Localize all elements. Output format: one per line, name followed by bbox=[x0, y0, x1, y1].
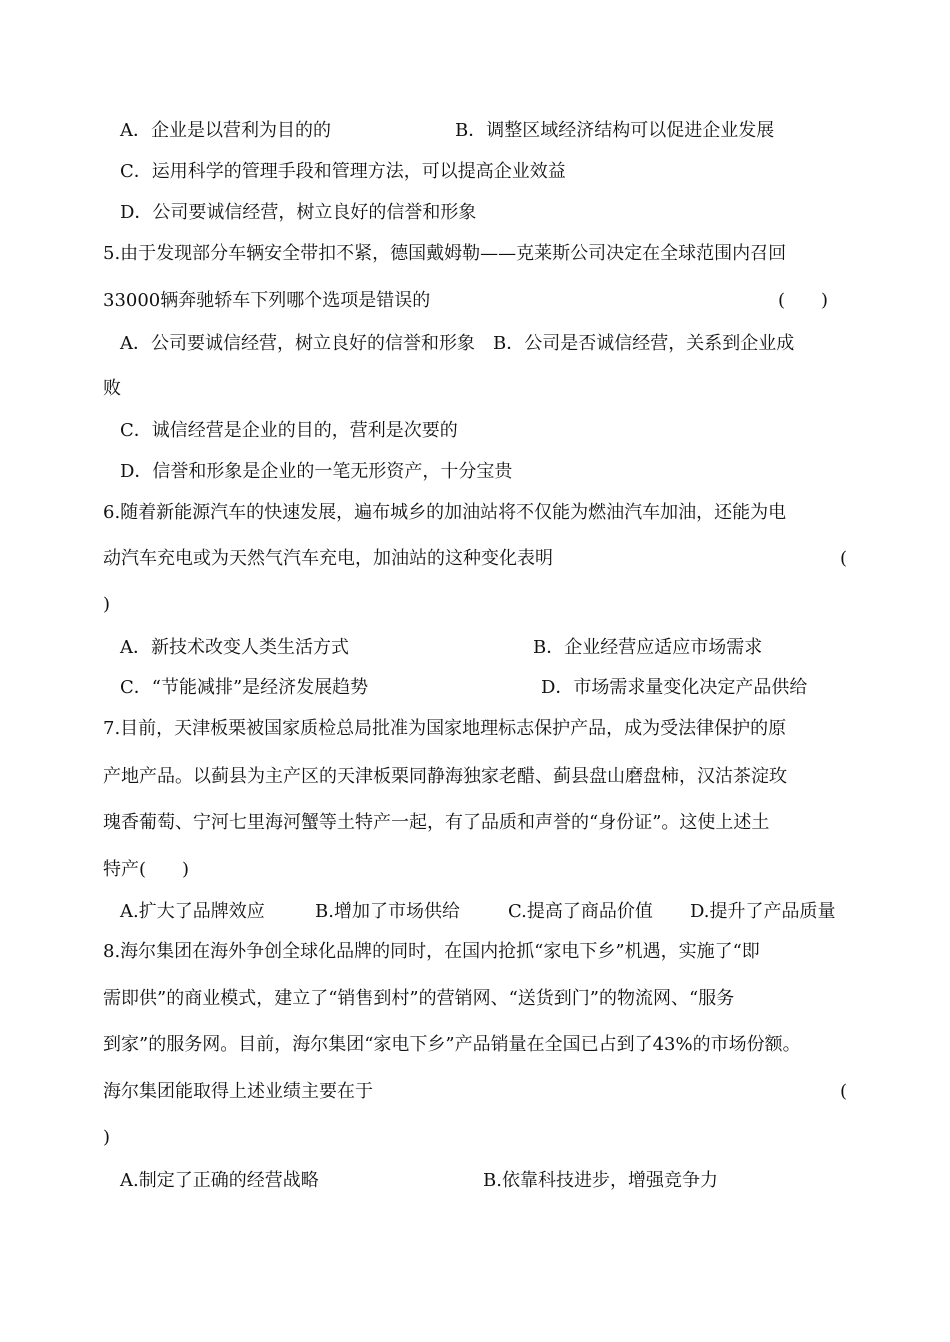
q7-option-a: A.扩大了品牌效应 bbox=[120, 901, 265, 922]
q5-stem-line-2: 33000辆奔驰轿车下列哪个选项是错误的 bbox=[103, 290, 431, 311]
q7-option-b: B.增加了市场供给 bbox=[315, 901, 460, 922]
q7-stem-line-1: 7.目前，天津板栗被国家质检总局批准为国家地理标志保护产品，成为受法律保护的原 bbox=[103, 718, 787, 739]
q8-stem-line-2: 需即供”的商业模式，建立了“销售到村”的营销网、“送货到门”的物流网、“服务 bbox=[103, 988, 735, 1009]
q6-option-b: B．企业经营应适应市场需求 bbox=[533, 637, 763, 658]
q7-option-d: D.提升了产品质量 bbox=[690, 901, 836, 922]
q6-option-d: D．市场需求量变化决定产品供给 bbox=[541, 677, 808, 698]
q8-stem-line-1: 8.海尔集团在海外争创全球化品牌的同时，在国内抢抓“家电下乡”机遇，实施了“即 bbox=[103, 941, 760, 962]
q5-option-b-continued: 败 bbox=[103, 378, 121, 399]
q4-option-a: A．企业是以营利为目的的 bbox=[120, 120, 331, 141]
q4-option-d: D．公司要诚信经营，树立良好的信誉和形象 bbox=[120, 202, 477, 223]
q6-stem-line-2: 动汽车充电或为天然气汽车充电，加油站的这种变化表明 bbox=[103, 548, 553, 569]
q8-stem-line-3: 到家”的服务网。目前，海尔集团“家电下乡”产品销量在全国已占到了43%的市场份额。 bbox=[103, 1034, 801, 1055]
q4-option-b: B．调整区域经济结构可以促进企业发展 bbox=[455, 120, 775, 141]
q7-stem-line-2: 产地产品。以蓟县为主产区的天津板栗同静海独家老醋、蓟县盘山磨盘柿，汉沽茶淀玫 bbox=[103, 766, 787, 787]
q7-stem-line-3: 瑰香葡萄、宁河七里海河蟹等土特产一起，有了品质和声誉的“身份证”。这使上述土 bbox=[103, 812, 770, 833]
q6-paren-open: ( bbox=[840, 548, 848, 569]
q6-option-c: C．“节能减排”是经济发展趋势 bbox=[120, 677, 369, 698]
q5-option-d: D．信誉和形象是企业的一笔无形资产，十分宝贵 bbox=[120, 461, 513, 482]
q8-stem-line-4: 海尔集团能取得上述业绩主要在于 bbox=[103, 1081, 373, 1102]
q6-stem-line-1: 6.随着新能源汽车的快速发展，遍布城乡的加油站将不仅能为燃油汽车加油，还能为电 bbox=[103, 502, 787, 523]
q5-answer-blank: ( ) bbox=[778, 290, 829, 311]
q6-option-a: A．新技术改变人类生活方式 bbox=[120, 637, 349, 658]
q5-option-a-b: A．公司要诚信经营，树立良好的信誉和形象 B．公司是否诚信经营，关系到企业成 bbox=[120, 333, 795, 354]
q8-option-a: A.制定了正确的经营战略 bbox=[120, 1170, 319, 1191]
q6-paren-close: ) bbox=[103, 594, 111, 615]
q8-option-b: B.依靠科技进步，增强竞争力 bbox=[483, 1170, 718, 1191]
q8-paren-open: ( bbox=[840, 1081, 848, 1102]
q7-stem-line-4: 特产( ) bbox=[103, 859, 190, 880]
q4-option-c: C．运用科学的管理手段和管理方法，可以提高企业效益 bbox=[120, 161, 566, 182]
q8-paren-close: ) bbox=[103, 1127, 111, 1148]
q5-option-c: C．诚信经营是企业的目的，营利是次要的 bbox=[120, 420, 458, 441]
q7-option-c: C.提高了商品价值 bbox=[508, 901, 653, 922]
q5-stem-line-1: 5.由于发现部分车辆安全带扣不紧，德国戴姆勒——克莱斯公司决定在全球范围内召回 bbox=[103, 243, 787, 264]
